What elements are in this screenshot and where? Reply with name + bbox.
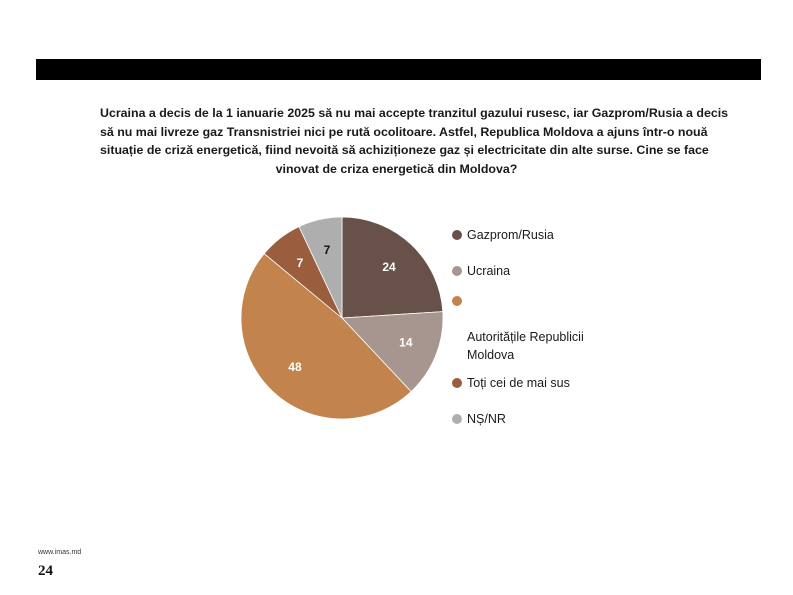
question-text: [100, 104, 729, 178]
legend-item-autoritati: [450, 292, 750, 364]
question-line: să nu mai livreze gaz Transnistriei nici pe rută ocolitoare. Astfel, Republica Moldova a ajuns într-o nouă: [100, 124, 708, 139]
legend-swatch: [452, 266, 462, 276]
legend-label: Gazprom/Rusia: [467, 228, 554, 242]
question-line: situație de criză energetică, fiind nevoită să achiziționeze gaz și electricitate din alte surse. Cine se face: [100, 143, 709, 157]
legend-item-ns-nr: [450, 410, 750, 428]
slice-value-label: 48: [288, 360, 302, 375]
legend-swatch: [452, 378, 462, 388]
chart-legend: [450, 226, 750, 428]
legend-swatch: [452, 230, 462, 240]
legend-item-gazprom: [450, 226, 750, 244]
legend-swatch: [452, 414, 462, 424]
slice-value-label: 7: [296, 255, 304, 270]
question-line: Ucraina a decis de la 1 ianuarie 2025 să nu mai accepte tranzitul gazului rusesc, iar Gazprom/Rusia a decis: [100, 106, 729, 120]
pie-chart: [230, 206, 454, 430]
legend-label: Autoritățile Republicii Moldova: [467, 330, 584, 362]
legend-swatch: [452, 296, 462, 306]
header-bar: [36, 59, 761, 80]
legend-label: Ucraina: [467, 264, 511, 278]
footer-url: www.imas.md: [38, 549, 82, 556]
legend-item-ucraina: [450, 262, 750, 280]
slice-value-label: 24: [382, 260, 396, 275]
page-number: 24: [38, 563, 53, 579]
legend-label: NȘ/NR: [467, 412, 506, 426]
slice-value-label: 7: [323, 243, 331, 258]
question-line: vinovat de criza energetică din Moldova?: [275, 161, 518, 176]
slice-value-label: 14: [399, 335, 413, 350]
legend-item-toti: [450, 374, 750, 392]
legend-label: Toți cei de mai sus: [467, 376, 570, 390]
